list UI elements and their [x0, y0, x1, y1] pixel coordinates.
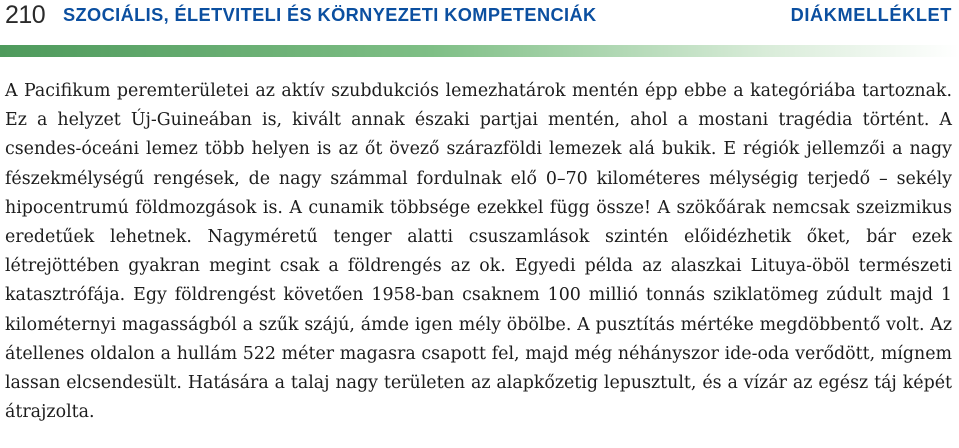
header-divider — [0, 45, 959, 57]
page-number: 210 — [5, 1, 46, 29]
body-paragraph: A Pacifikum peremterületei az aktív szubdukciós lemezhatárok mentén épp ebbe a kategóriába tartoznak. Ez a helyzet Új-Guineában is, kivált annak északi partjai mentén, ahol a mostani tragédia történt. A csendes-óceáni lemez több helyen is az őt övező szárazföldi lemezek alá bukik. E régiók jellemzői a nagy fészekmélységű rengések, de nagy számmal fordulnak elő 0–70 kilométeres mélységig terjedő – sekély hipocentrumú földmozgások is. A cunamik többsége ezekkel függ össze! A szökőárak nemcsak szeizmikus eredetűek lehetnek. Nagyméretű tenger alatti csuszamlások szintén előidézhetik őket, bár ezek létrejöttében gyakran megint csak a földrengés az ok. Egyedi példa az alaszkai Lituya-öböl természeti katasztrófája. Egy földrengést követően 1958-ban csaknem 100 millió tonnás sziklatömeg zúdult majd 1 kilométernyi magasságból a szűk szájú, ámde igen mély öbölbe. A pusztítás mértéke megdöbbentő volt. Az átellenes oldalon a hullám 522 méter magasra csapott fel, majd még néhányszor ide-oda verődött, mígnem lassan elcsendesült. Hatására a talaj nagy területen az alapkőzetig lepusztult, és a vízár az egész táj képét átrajzolta. — [5, 81, 952, 423]
section-title: SZOCIÁLIS, ÉLETVITELI ÉS KÖRNYEZETI KOMPETENCIÁK — [63, 5, 597, 25]
page-header — [0, 0, 959, 40]
appendix-label: DIÁKMELLÉKLET — [790, 5, 952, 25]
